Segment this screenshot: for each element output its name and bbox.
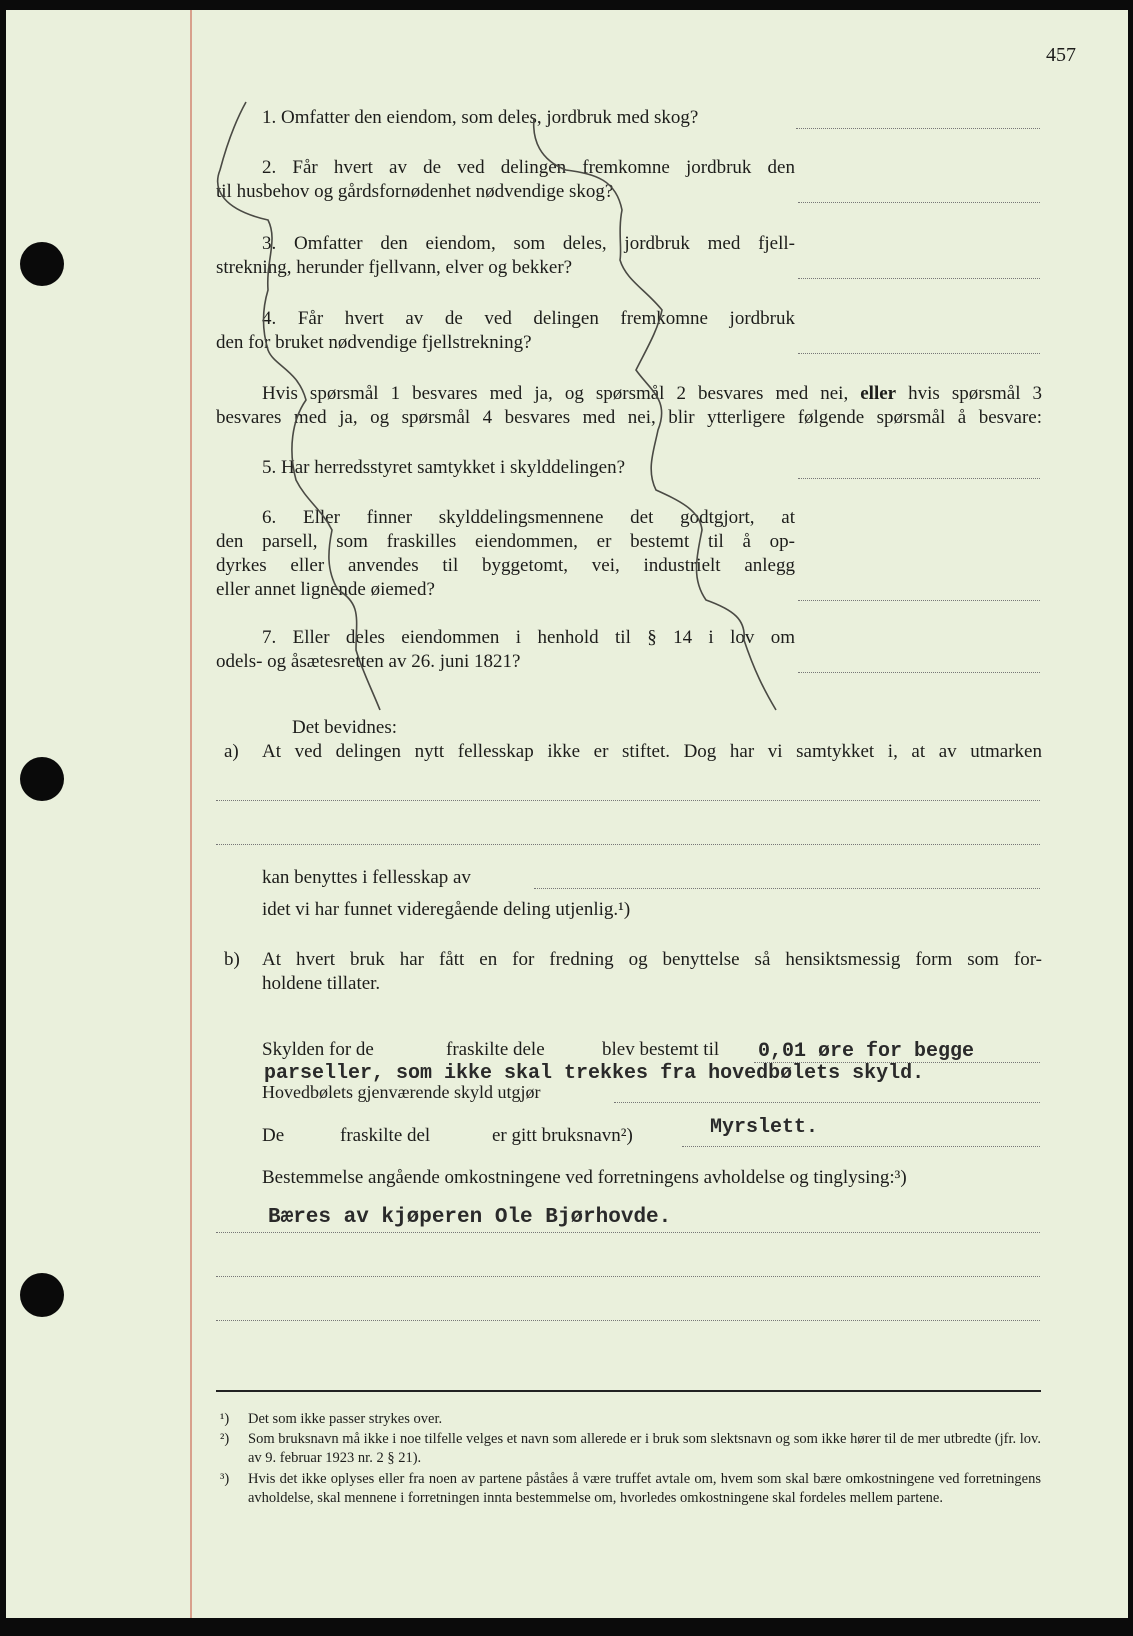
certification-heading: Det bevidnes: [292,717,398,738]
question-6-line-3: dyrkes eller anvendes til byggetomt, vei, industrielt anlegg [216,555,795,576]
handwritten-strike-marks [6,10,1128,730]
footnote-2-mark: ²) [220,1431,230,1447]
blev-bestemt-label: blev bestemt til [602,1039,720,1060]
strike-mark-left [218,102,380,710]
remaining-skyld-line [614,1102,1040,1103]
de-label: De [262,1125,285,1146]
question-4-line-1: 4. Får hvert av de ved delingen fremkomne jordbruk [262,308,795,329]
costs-label: Bestemmelse angående omkostningene ved forretningens avholdelse og tinglysing:³) [262,1167,907,1188]
conditional-intro-line-2: besvares med ja, og spørsmål 4 besvares med nei, blir ytterligere følgende spørsmål å besvare: [216,407,1042,428]
strike-mark-right [534,118,776,710]
page-number: 457 [1046,44,1076,66]
question-3-line-2: strekning, herunder fjellvann, elver og bekker? [216,257,573,278]
fraskilte-del-label: fraskilte del [340,1125,431,1146]
question-6-line-4: eller annet lignende øiemed? [216,579,435,600]
question-1: 1. Omfatter den eiendom, som deles, jordbruk med skog? [262,107,699,128]
item-b-line-1: At hvert bruk har fått en for fredning og benyttelse så hensiktsmessig form som for- [262,949,1042,970]
footnote-3-text: Hvis det ikke oplyses eller fra noen av partene påståes å være truffet avtale om, hvem som skal bære omkostningene ved forretningens avholdelse, skal mennene i forretningen innta bestemmelse om, hvorledes omkostningene skal fordeles mellem partene. [248,1471,1041,1506]
remaining-skyld-label: Hovedbølets gjenværende skyld utgjør [262,1082,541,1102]
punch-hole-bottom [20,1273,64,1317]
common-use-label: kan benyttes i fellesskap av [262,867,471,888]
question-6-line-1: 6. Eller finner skylddelingsmennene det godtgjort, at [262,507,795,528]
question-3-line-1: 3. Omfatter den eiendom, som deles, jordbruk med fjell- [262,233,795,254]
typed-skyld-value: 0,01 øre for begge [758,1040,975,1063]
question-2-line-2: til husbehov og gårdsfornødenhet nødvendige skog? [216,181,614,202]
item-b-label: b) [224,949,240,970]
bruksnavn-label: er gitt bruksnavn²) [492,1125,633,1146]
fraskilte-dele-label: fraskilte dele [446,1039,545,1060]
typed-costs-value: Bæres av kjøperen Ole Bjørhovde. [268,1206,672,1229]
punch-hole-middle [20,757,64,801]
item-a-text: At ved delingen nytt fellesskap ikke er stiftet. Dog har vi samtykket i, at av utmarken [262,741,1042,762]
footnote-2-text: Som bruksnavn må ikke i noe tilfelle velges et navn som allerede er i bruk som slektsnavn og som ikke hører til de mer utbredte (jfr. lov. av 9. februar 1923 nr. 2 § 21). [248,1431,1041,1466]
costs-line-2 [216,1276,1040,1277]
footnote-separator [216,1390,1041,1392]
common-use-line [534,888,1040,889]
question-4-line-2: den for bruket nødvendige fjellstrekning? [216,332,532,353]
item-a-label: a) [224,741,239,762]
utjenlig-text: idet vi har funnet videregående deling utjenlig.¹) [262,899,631,920]
question-2-line-1: 2. Får hvert av de ved delingen fremkomne jordbruk den [262,157,795,178]
costs-line-1 [216,1232,1040,1233]
question-7-line-1: 7. Eller deles eiendommen i henhold til § 14 i lov om [262,627,795,648]
typed-skyld-line-2: parseller, som ikke skal trekkes fra hovedbølets skyld. [264,1062,925,1085]
blank-line-a-2 [216,844,1040,845]
footnote-1-text: Det som ikke passer strykes over. [248,1411,443,1427]
question-7-line-2: odels- og åsætesretten av 26. juni 1821? [216,651,521,672]
footnote-1-mark: ¹) [220,1411,230,1427]
footnote-3-mark: ³) [220,1471,230,1487]
blank-line-a-1 [216,800,1040,801]
typed-bruksnavn: Myrslett. [710,1116,819,1139]
conditional-intro-line-1: Hvis spørsmål 1 besvares med ja, og spørsmål 2 besvares med nei, eller hvis spørsmål 3 [262,383,1043,404]
document-page [6,10,1128,1618]
costs-line-3 [216,1320,1040,1321]
bruksnavn-line [682,1146,1040,1147]
bold-eller: eller [860,383,897,404]
question-5: 5. Har herredsstyret samtykket i skylddelingen? [262,457,626,478]
question-6-line-2: den parsell, som fraskilles eiendommen, er bestemt til å op- [216,531,795,552]
skylden-label: Skylden for de [262,1039,374,1060]
item-b-line-2: holdene tillater. [262,973,381,994]
